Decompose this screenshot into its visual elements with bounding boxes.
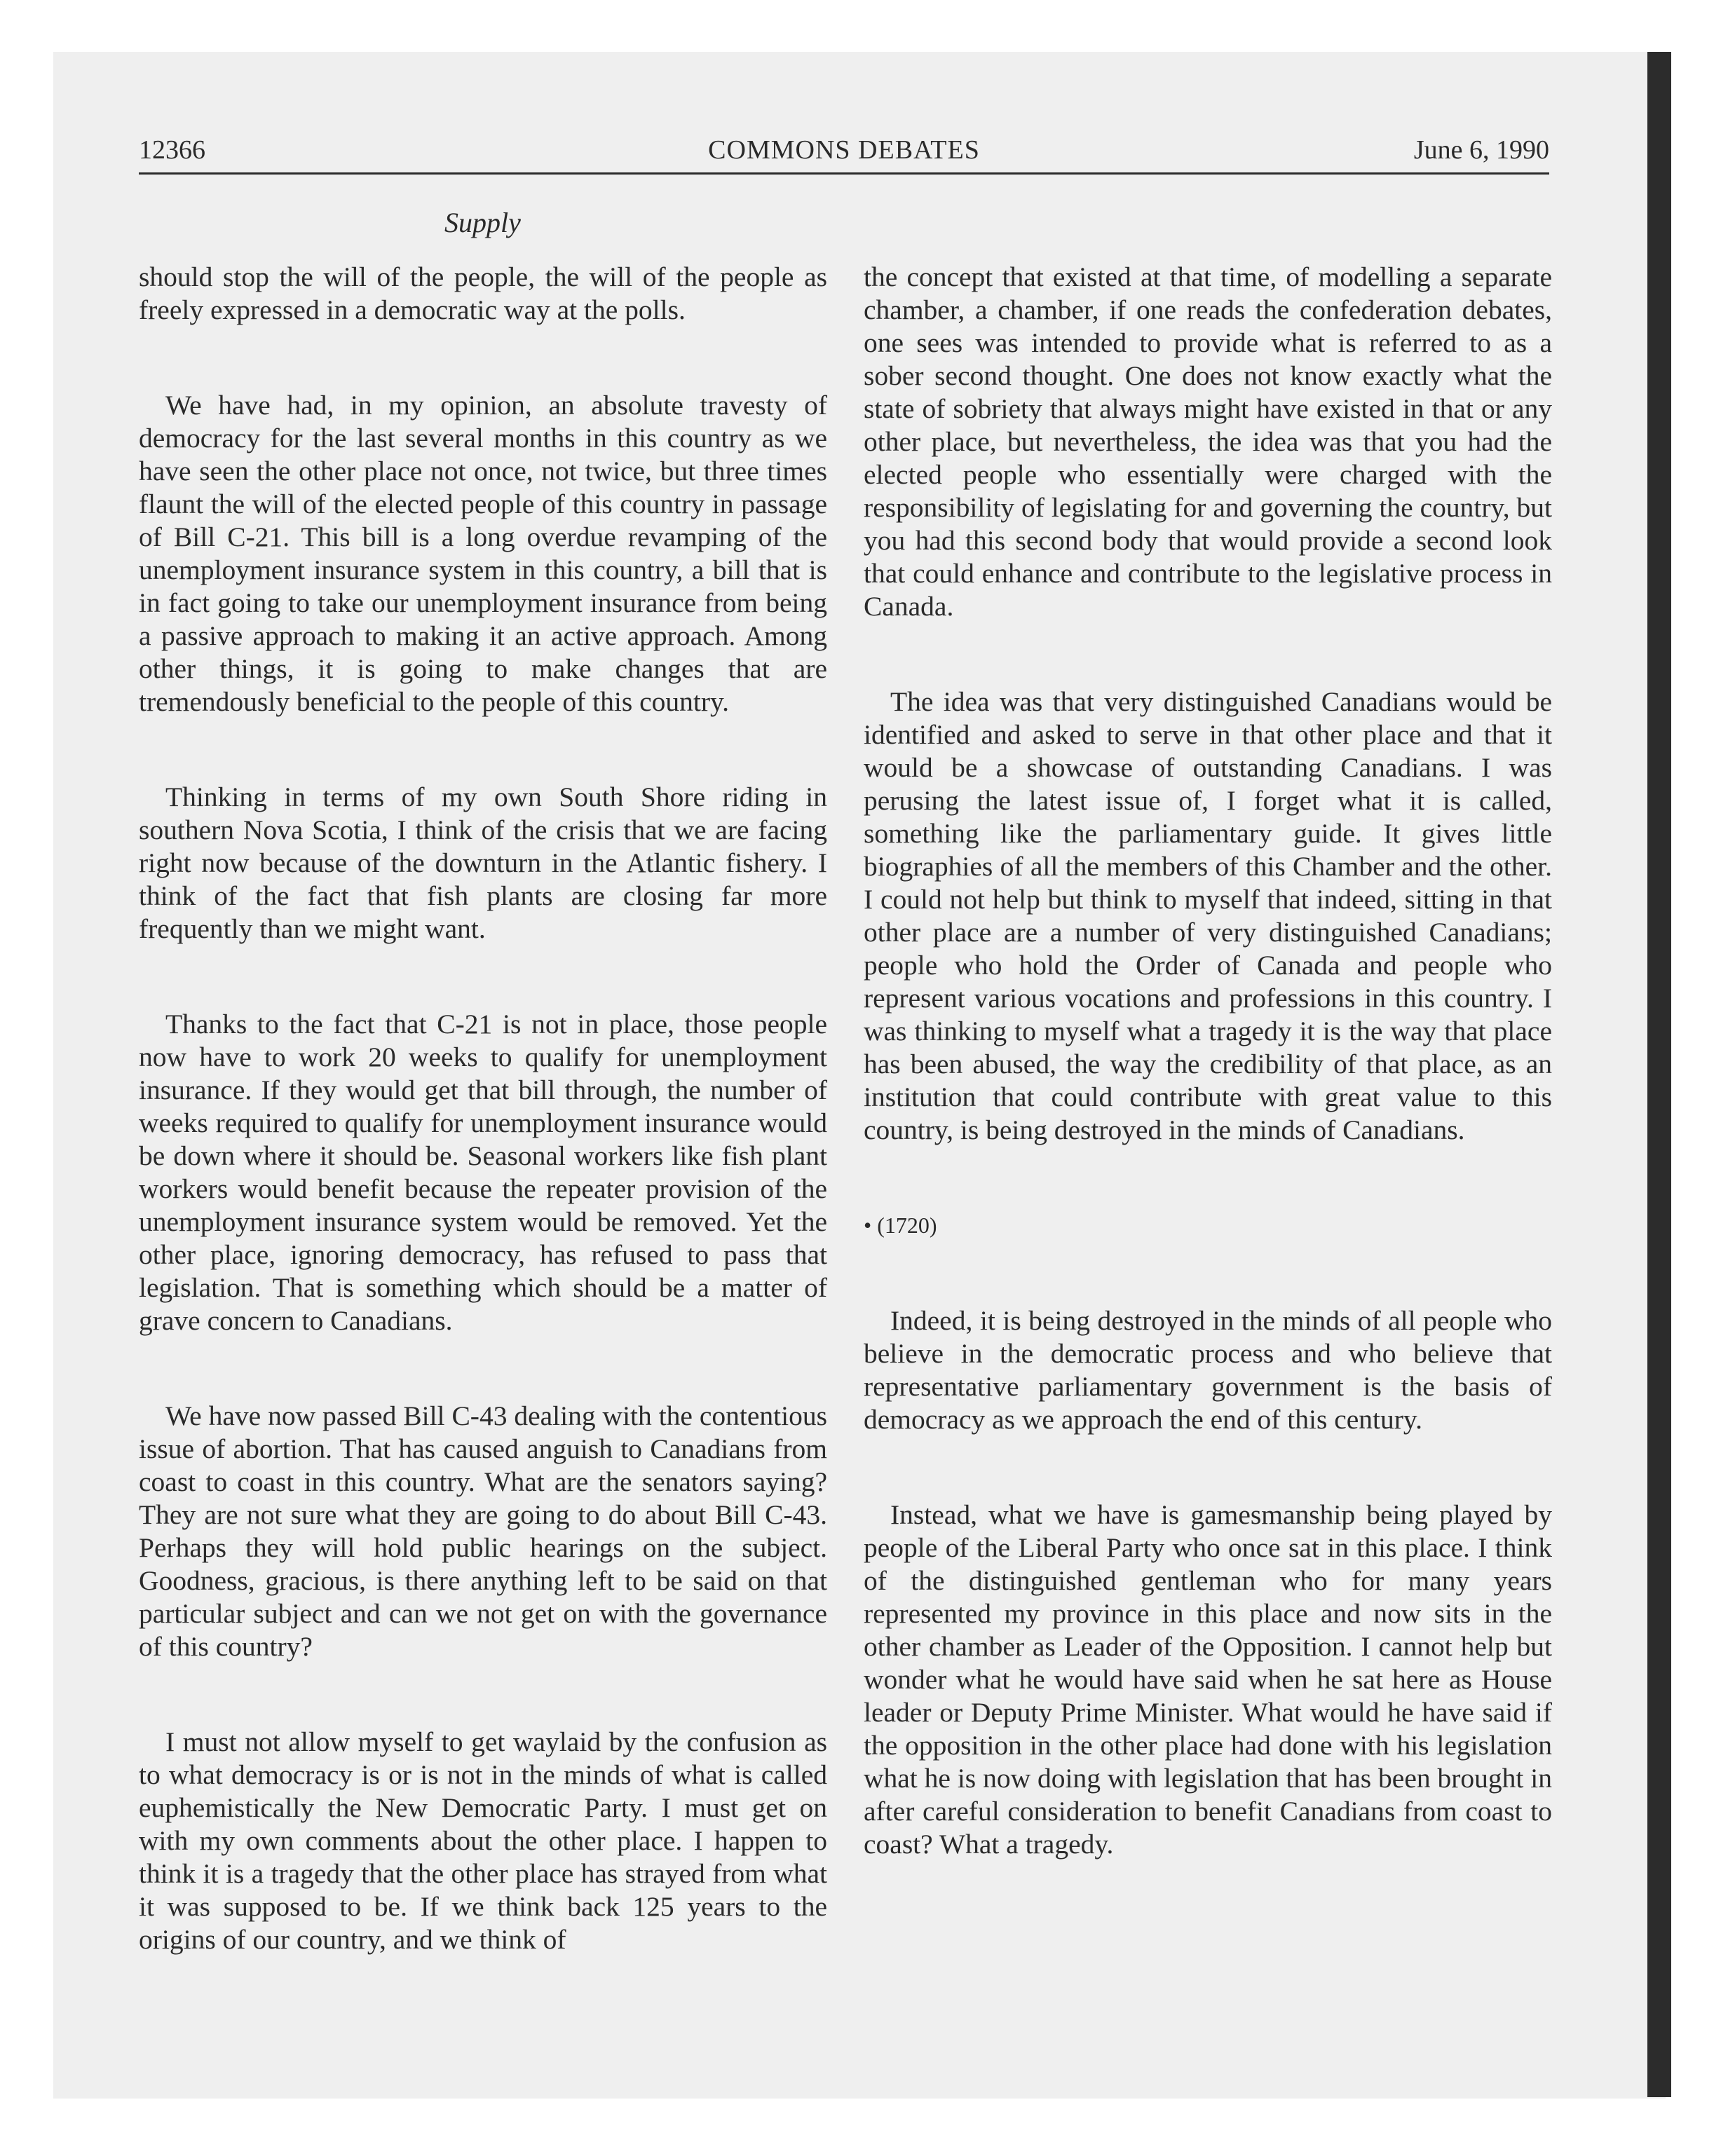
paragraph: Instead, what we have is gamesmanship being played by people of the Liberal Party who once sat in this place. I think of the distinguished gentleman who for many years represented my province in this place and now sits in the other chamber as Leader of the Opposition. I cannot help but wonder what he would have said when he sat here as House leader or Deputy Prime Minister. What would he have said if the opposition in the other place had done with his legislation what he is now doing with legislation that has been brought in after careful consideration to benefit Canadians from coast to coast? What a tragedy. bbox=[864, 1499, 1552, 1860]
running-header bbox=[139, 132, 1549, 168]
header-rule bbox=[139, 172, 1549, 175]
paragraph: Thinking in terms of my own South Shore riding in southern Nova Scotia, I think of the crisis that we are facing right now because of the downturn in the Atlantic fishery. I think of the fact that fish plants are closing far more frequently than we might want. bbox=[139, 782, 827, 944]
scan-edge-shadow bbox=[1647, 52, 1671, 2097]
page-number: 12366 bbox=[139, 135, 205, 165]
section-label: Supply bbox=[444, 207, 521, 238]
paragraph: Thanks to the fact that C-21 is not in place, those people now have to work 20 weeks to qualify for unemployment insurance. If they would get that bill through, the number of weeks required to qualify for unemployment insurance would be down where it should be. Seasonal workers like fish plant workers would benefit because the repeater provision of the unemployment insurance system would be removed. Yet the other place, ignoring democracy, has refused to pass that legislation. That is something which should be a matter of grave concern to Canadians. bbox=[139, 1009, 827, 1336]
left-column bbox=[139, 261, 827, 1956]
paragraph: We have now passed Bill C-43 dealing with the contentious issue of abortion. That has caused anguish to Canadians from coast to coast in this country. What are the senators saying? They are not sure what they are going to do about Bill C-43. Perhaps they will hold public hearings on the subject. Goodness, gracious, is there anything left to be said on that particular subject and can we not get on with the governance of this country? bbox=[139, 1400, 827, 1662]
paragraph: The idea was that very distinguished Canadians would be identified and asked to serve in that other place and that it would be a showcase of outstanding Canadians. I was perusing the latest issue of, I forget what it is called, something like the parliamentary guide. It gives little biographies of all the members of this Chamber and the other. I could not help but think to myself that indeed, sitting in that other place are a number of very distinguished Canadians; people who hold the Order of Canada and people who represent various vocations and professions in this country. I was thinking to myself what a tragedy it is the way that place has been abused, the way the credibility of that place, as an institution that could contribute with great value to this country, is being destroyed in the minds of Canadians. bbox=[864, 686, 1552, 1145]
paragraph: I must not allow myself to get waylaid by the confusion as to what democracy is or is not in the minds of what is called euphemistically the New Democratic Party. I must get on with my own comments about the other place. I happen to think it is a tragedy that the other place has strayed from what it was supposed to be. If we think back 125 years to the origins of our country, and we think of bbox=[139, 1726, 827, 1955]
paragraph: should stop the will of the people, the will of the people as freely expressed in a democratic way at the polls. bbox=[139, 261, 827, 325]
paragraph: We have had, in my opinion, an absolute travesty of democracy for the last several months in this country as we have seen the other place not once, not twice, but three times flaunt the will of the elected people of this country in passage of Bill C-21. This bill is a long overdue revamping of the unemployment insurance system in this country, a bill that is in fact going to take our unemployment insurance from being a passive approach to making it an active approach. Among other things, it is going to make changes that are tremendously beneficial to the people of this country. bbox=[139, 390, 827, 717]
time-stamp: • (1720) bbox=[864, 1213, 937, 1238]
paragraph: Indeed, it is being destroyed in the minds of all people who believe in the democratic process and who believe that representative parliamentary government is the basis of democracy as we approach the end of this century. bbox=[864, 1305, 1552, 1435]
journal-title: COMMONS DEBATES bbox=[708, 135, 980, 165]
paragraph: the concept that existed at that time, of modelling a separate chamber, a chamber, if one reads the confederation debates, one sees was intended to provide what is referred to as a sober second thought. One does not know exactly what the state of sobriety that always might have existed in that or any other place, but nevertheless, the idea was that you had the elected people who essentially were charged with the responsibility of legislating for and governing the country, but you had this second body that would provide a second look that could enhance and contribute to the legislative process in Canada. bbox=[864, 261, 1552, 622]
right-column bbox=[864, 261, 1552, 1861]
header-date: June 6, 1990 bbox=[1413, 135, 1549, 165]
